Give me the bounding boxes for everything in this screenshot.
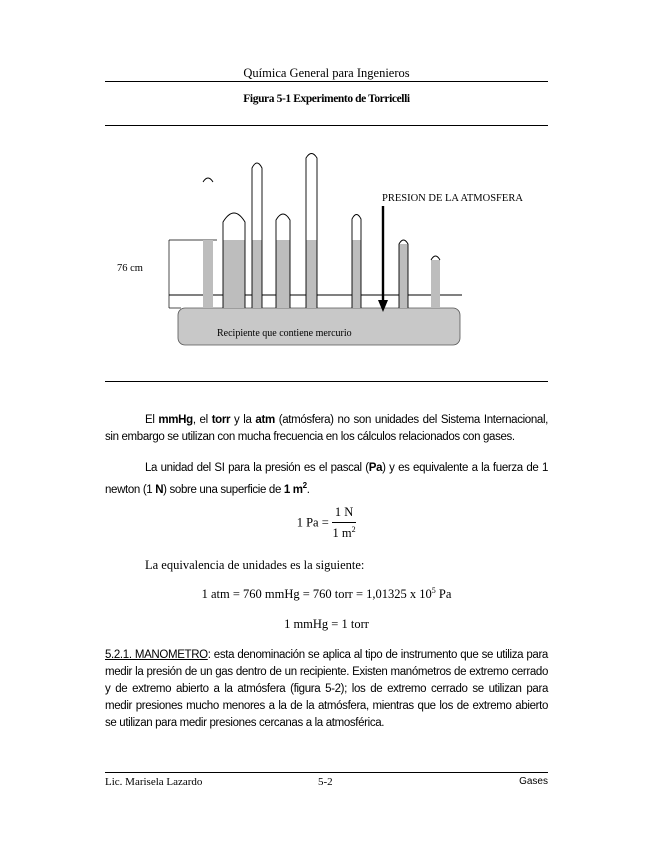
mercury-container	[178, 308, 460, 345]
formula-atm: 1 atm = 760 mmHg = 760 torr = 1,01325 x $10^5$ Pa	[201, 586, 452, 602]
tube-5	[306, 154, 317, 309]
paragraph-equivalence: La equivalencia de unidades es la siguiente:	[145, 558, 365, 572]
tube-7	[399, 240, 408, 308]
footer-page-number: 5-2	[318, 776, 333, 788]
tube-1	[203, 178, 213, 308]
paragraph-pascal: La unidad del SI para la presión es el pascal (Pa) y es equivalente a la fuerza de 1 newton (1 N) sobre una superficie de 1 $m^2$.	[105, 462, 548, 496]
figure-title: Figura 5-1 Experimento de Torricelli	[243, 93, 410, 105]
height-label: 76 cm	[117, 263, 143, 274]
running-header: Química General para Ingenieros	[243, 66, 410, 80]
container-label: Recipiente que contiene mercurio	[217, 328, 352, 339]
footer-author: Lic. Marisela Lazardo	[105, 776, 203, 788]
header-rule	[105, 81, 548, 82]
paragraph-manometro: 5.2.1. MANOMETRO: esta denominación se aplica al tipo de instrumento que se utiliza para medir la presión de un gas dentro de un recipiente. Existen manómetros de extremo cerrado y de extremo abierto a la atmósfera (figura 5-2); los de extremo cerrado se utilizan para medir presiones mucho menores a la de la atmósfera, mientras que los de extremo abierto se utilizan para medir presiones cercanas a la atmosférica.	[105, 649, 548, 729]
tube-8	[431, 256, 440, 308]
paragraph-units: El mmHg, el torr y la atm (atmósfera) no son unidades del Sistema Internacional, sin embargo se utilizan con mucha frecuencia en los cálculos relacionados con gases.	[105, 414, 548, 443]
torricelli-diagram	[105, 140, 548, 365]
pressure-label: PRESION DE LA ATMOSFERA	[382, 193, 523, 204]
tube-4	[276, 214, 290, 308]
footer-section: Gases	[519, 776, 548, 787]
figure-top-rule	[105, 125, 548, 126]
figure-bottom-rule	[105, 381, 548, 382]
tube-6	[352, 215, 361, 309]
formula-pascal: 1 Pa = $\frac{1 N}{1 m^2}$	[296, 505, 356, 541]
formula-mmhg: 1 mmHg = 1 torr	[284, 617, 369, 631]
tube-2	[223, 213, 245, 308]
section-heading-manometro: 5.2.1. MANOMETRO	[105, 649, 208, 661]
tube-3	[252, 163, 262, 308]
footer-rule	[105, 772, 548, 773]
